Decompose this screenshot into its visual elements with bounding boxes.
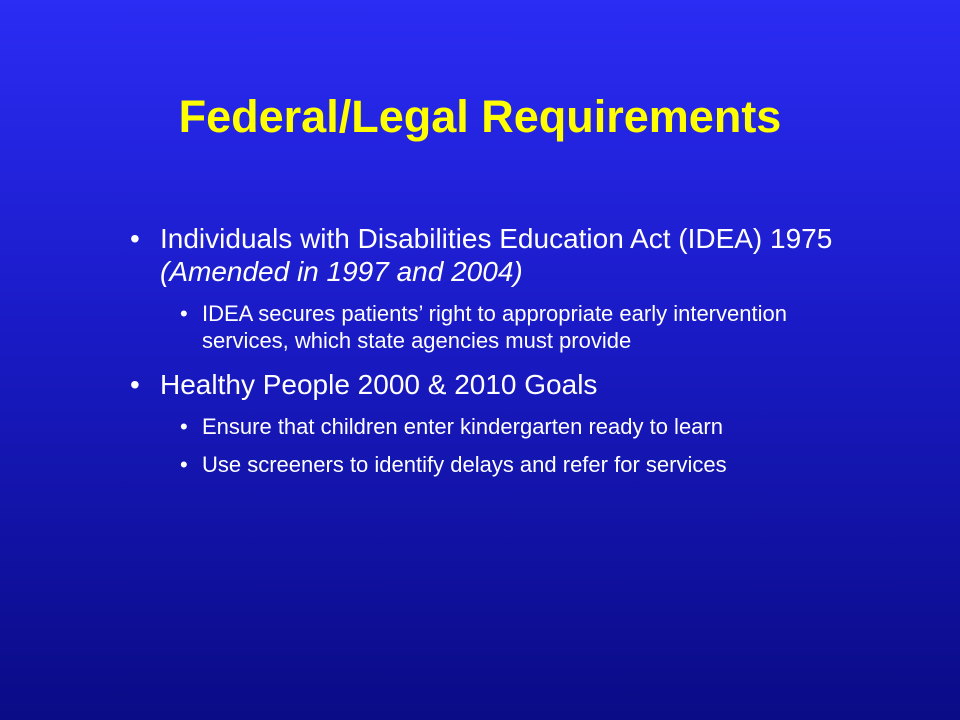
sub-bullet-item: [160, 300, 863, 354]
sub-bullet-item: [160, 451, 863, 478]
bullet-text: Individuals with Disabilities Education Act (IDEA) 1975: [160, 223, 833, 254]
bullet-text-italic: (Amended in 1997 and 2004): [160, 256, 523, 287]
sub-bullet-text: Ensure that children enter kindergarten ready to learn: [202, 414, 723, 439]
slide-body: [128, 222, 863, 492]
bullet-item-healthy-people: [128, 368, 863, 478]
bullet-list: [128, 222, 863, 478]
bullet-icon: •: [180, 414, 188, 439]
slide-title: Federal/Legal Requirements: [178, 91, 782, 142]
bullet-icon: •: [180, 452, 188, 477]
sub-bullet-item: [160, 413, 863, 440]
sub-bullet-text: IDEA secures patients’ right to appropriate early intervention services, which state agencies must provide: [202, 301, 787, 353]
sub-bullet-list: [160, 300, 863, 354]
sub-bullet-text: Use screeners to identify delays and refer for services: [202, 452, 727, 477]
bullet-icon: •: [130, 369, 140, 400]
bullet-icon: •: [180, 301, 188, 326]
bullet-icon: •: [130, 223, 140, 254]
bullet-text: Healthy People 2000 & 2010 Goals: [160, 369, 598, 400]
bullet-item-idea: [128, 222, 863, 354]
sub-bullet-list: [160, 413, 863, 478]
